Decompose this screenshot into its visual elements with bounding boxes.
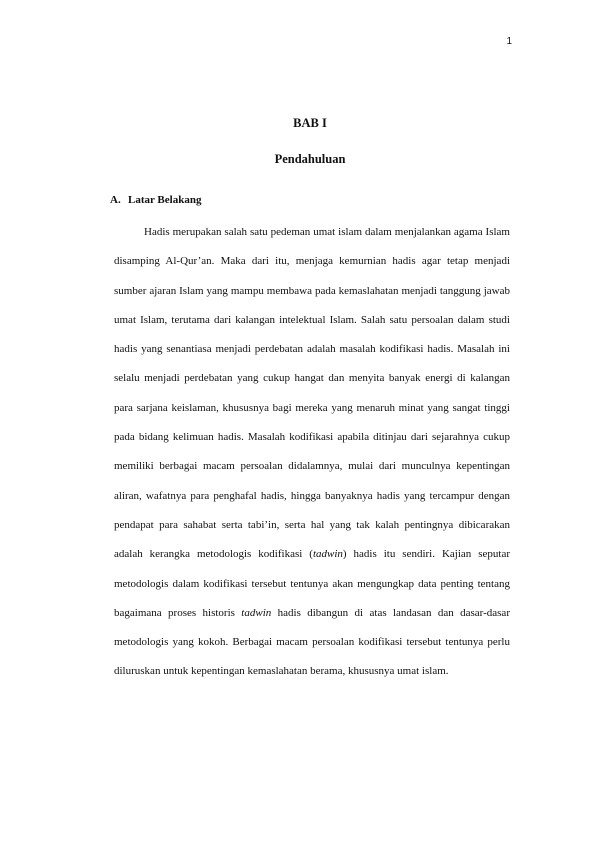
chapter-subtitle: Pendahuluan <box>274 152 346 166</box>
body-paragraph <box>114 218 510 687</box>
page-number: 1 <box>506 36 512 47</box>
chapter-title: BAB I <box>293 116 327 130</box>
section-title: Latar Belakang <box>128 194 202 206</box>
paragraph-text-part-1: Hadis merupakan salah satu pedeman umat islam dalam menjalankan agama Islam disamping Al-Qur’an. Maka dari itu, menjaga kemurnian hadis agar tetap menjadi sumber ajaran Islam yang mampu membawa pada kemaslahatan menjadi tanggung jawab umat Islam, terutama dari kalangan intelektual Islam. Salah satu persoalan dalam studi hadis yang senantiasa menjadi perdebatan adalah masalah kodifikasi hadis. Masalah ini selalu menjadi perdebatan yang cukup hangat dan menyita banyak energi di kalangan para sarjana keislaman, khususnya bagi mereka yang menaruh minat yang sangat tinggi pada bidang kelimuan hadis. Masalah kodifikasi apabila ditinjau dari sejarahnya cukup memiliki berbagai macam persoalan didalamnya, mulai dari munculnya kepentingan aliran, wafatnya para penghafal hadis, hingga banyaknya hadis yang tercampur dengan pendapat para sahabat serta tabi’in, serta hal yang tak kalah pentingnya dibicarakan adalah kerangka metodologis kodifikasi ( <box>114 226 510 561</box>
section-heading <box>110 194 201 206</box>
paragraph-text-part-2: ) hadis itu sendiri. Kajian seputar metodologis dalam kodifikasi tersebut tentunya akan mengungkap data penting tentang bagaimana proses historis <box>114 548 510 619</box>
italic-term-tadwin-2: tadwin <box>241 606 272 619</box>
section-marker: A. <box>110 194 121 206</box>
paragraph-text-part-3: hadis dibangun di atas landasan dan dasar-dasar metodologis yang kokoh. Berbagai macam persoalan kodifikasi tersebut tentunya perlu diluruskan untuk kepentingan kemaslahatan berama, khususnya umat islam. <box>114 606 510 678</box>
italic-term-tadwin-1: tadwin <box>312 548 343 561</box>
